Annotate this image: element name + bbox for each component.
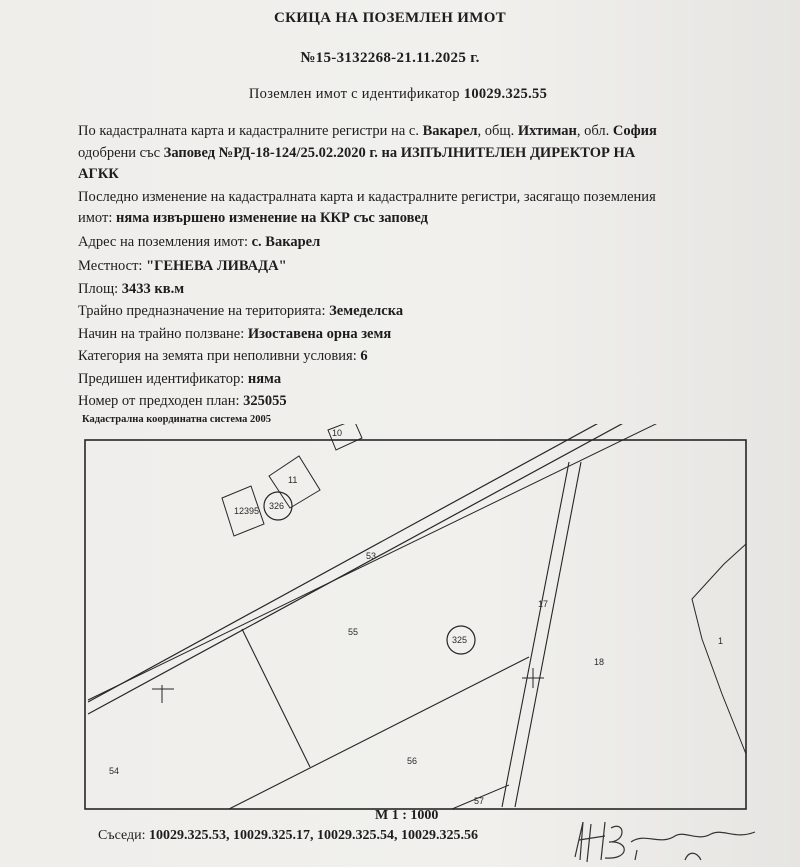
label-56: 56: [407, 756, 418, 766]
municipality-name: Ихтиман: [517, 123, 577, 139]
area-value: 3433: [121, 281, 151, 297]
agency-name: АГКК: [78, 166, 119, 182]
area-label: Площ:: [78, 281, 119, 297]
approval-order: Заповед №РД-18-124/25.02.2020 г. на ИЗПЪЛНИТЕЛЕН ДИРЕКТОР НА: [163, 145, 636, 161]
label-18: 18: [594, 657, 605, 667]
address-value: с. Вакарел: [251, 234, 321, 250]
previous-plan-line: [78, 393, 287, 410]
area-unit: кв.м: [154, 281, 185, 297]
label-57: 57: [474, 796, 485, 806]
line1-suffix: , обл.: [576, 123, 610, 139]
property-identifier-line: [0, 86, 798, 103]
village-name: Вакарел: [422, 123, 478, 139]
last-change-line: [78, 189, 656, 206]
last-change-prefix: имот:: [78, 210, 113, 226]
previous-identifier-label: Предишен идентификатор:: [78, 371, 245, 387]
map-caption: Кадастрална координатна система 2005: [82, 414, 271, 425]
usage-line: [78, 326, 391, 343]
category-value: 6: [360, 348, 368, 364]
label-1: 1: [718, 636, 724, 646]
label-12395: 12395: [234, 506, 260, 516]
label-55: 55: [348, 627, 359, 637]
label-54: 54: [109, 766, 120, 776]
last-change-value: няма извършено изменение на ККР със заповед: [116, 210, 429, 226]
label-53: 53: [366, 551, 377, 561]
last-change-value-line: [78, 210, 428, 227]
line1-mid: , общ.: [477, 123, 515, 139]
document-title: СКИЦА НА ПОЗЕМЛЕН ИМОТ: [274, 10, 506, 26]
road-53-upper: [88, 424, 664, 700]
address-label: Адрес на поземления имот:: [78, 234, 248, 250]
line1-prefix: По кадастралната карта и кадастралните регистри на с.: [78, 123, 419, 139]
cross-marker-1: [152, 685, 174, 703]
cadastral-map: [84, 424, 749, 811]
parcel-55-south: [229, 657, 529, 809]
approval-order-line: [78, 145, 635, 162]
area-line: [78, 281, 184, 298]
map-scale: M 1 : 1000: [375, 808, 439, 823]
road-53-outer: [88, 424, 604, 702]
locality-value: "ГЕНЕВА ЛИВАДА": [146, 258, 287, 274]
signature-icon: [565, 812, 775, 867]
label-11: 11: [288, 475, 298, 485]
parcel-55-west: [242, 629, 310, 767]
line2-prefix: одобрени със: [78, 145, 161, 161]
locality-line: [78, 258, 287, 275]
neighbours-label: Съседи:: [98, 828, 146, 843]
address-line: [78, 234, 320, 251]
label-17: 17: [538, 599, 549, 609]
previous-identifier-value: няма: [247, 371, 282, 387]
road-17-right: [515, 462, 581, 807]
previous-plan-value: 325055: [243, 393, 287, 409]
previous-identifier-line: [78, 371, 281, 388]
usage-label: Начин на трайно ползване:: [78, 326, 245, 342]
parcel-1-outline: [692, 544, 746, 754]
label-325: 325: [452, 635, 468, 645]
usage-value: Изоставена орна земя: [247, 326, 392, 342]
neighbours-line: [98, 828, 478, 844]
last-change-text: Последно изменение на кадастралната карта и кадастралните регистри, засягащо поземления: [78, 189, 656, 205]
label-326: 326: [269, 501, 285, 511]
neighbours-value: 10029.325.53, 10029.325.17, 10029.325.54, 10029.325.56: [149, 828, 478, 843]
identifier-label: Поземлен имот с идентификатор: [248, 86, 460, 102]
agency-line: [78, 166, 119, 183]
locality-label: Местност:: [78, 258, 143, 274]
category-label: Категория на земята при неполивни условия:: [78, 348, 357, 364]
category-line: [78, 348, 368, 365]
purpose-label: Трайно предназначение на територията:: [78, 303, 326, 319]
cadastral-map-line: [78, 123, 657, 140]
purpose-line: [78, 303, 403, 320]
region-name: София: [612, 123, 657, 139]
purpose-value: Земеделска: [329, 303, 404, 319]
document-number: №15-3132268-21.11.2025 г.: [300, 50, 480, 66]
road-17-left: [502, 462, 569, 807]
identifier-value: 10029.325.55: [463, 86, 548, 102]
previous-plan-label: Номер от предходен план:: [78, 393, 240, 409]
label-10: 10: [332, 428, 343, 438]
map-frame: [85, 440, 746, 809]
